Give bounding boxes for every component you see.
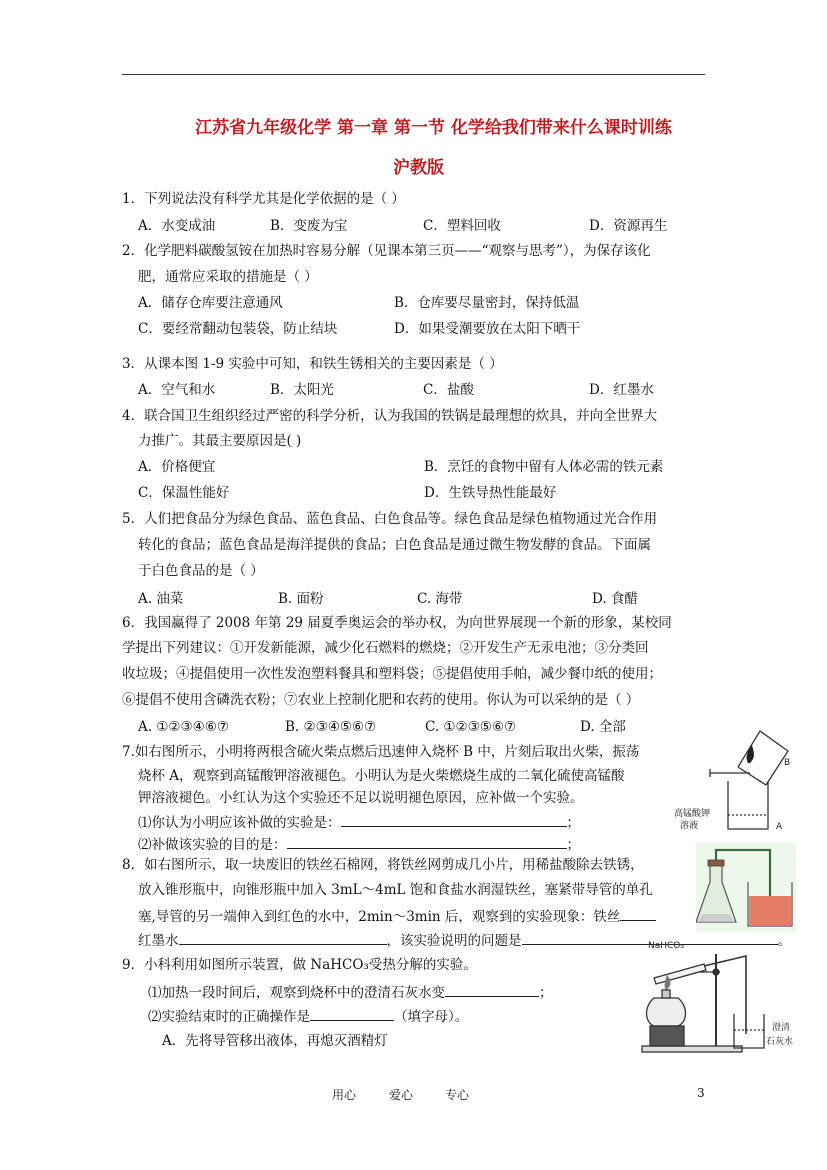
q7-sub2-label: ⑵补做该实验的目的是： [138, 837, 287, 853]
q6-stem-line2: 学提出下列建议：①开发新能源，减少化石燃料的燃烧；②开发生产无汞电池；③分类回 [122, 640, 649, 656]
q2-option-a: A．储存仓库要注意通风 [138, 295, 283, 311]
q3-option-c: C．盐酸 [423, 382, 474, 398]
q9-stem: 9．小科利用如图所示装置，做 NaHCO₃受热分解的实验。 [122, 957, 477, 973]
q6-stem-line4: ⑥提倡不使用含磷洗衣粉；⑦农业上控制化肥和农药的使用。你认为可以采纳的是（ ） [122, 692, 640, 708]
q2-option-d: D．如果受潮要放在太阳下晒干 [394, 321, 581, 337]
page-title: 江苏省九年级化学 第一章 第一节 化学给我们带来什么课时训练 [195, 118, 672, 138]
q7-stem-line1: 7.如右图所示，小明将两根含硫火柴点燃后迅速伸入烧杯 B 中，片刻后取出火柴，振荡 [122, 744, 640, 760]
q4-option-b: B．烹饪的食物中留有人体必需的铁元素 [424, 459, 664, 475]
q4-option-d: D．生铁导热性能最好 [424, 485, 557, 501]
q6-option-b: B. ②③④⑤⑥⑦ [285, 719, 377, 735]
q5-option-b: B. 面粉 [278, 591, 324, 607]
q7-fig-solution-line1: 高锰酸钾 [674, 809, 711, 819]
q9-sub1-answer-blank[interactable] [445, 982, 539, 997]
q8-stem-line1: 8．如右图所示，取一块废旧的铁丝石棉网，将铁丝网剪成几小片，用稀盐酸除去铁锈， [122, 857, 644, 873]
q1-stem: 1．下列说法没有科学尤其是化学依据的是（ ） [122, 191, 405, 207]
q7-stem-line3: 钾溶液褪色。小红认为这个实验还不足以说明褪色原因，应补做一个实验。 [138, 790, 584, 806]
q5-stem-line1: 5．人们把食品分为绿色食品、蓝色食品、白色食品等。绿色食品是绿色植物通过光合作用 [122, 511, 658, 527]
q7-stem-line2: 烧杯 A，观察到高锰酸钾溶液褪色。小明认为是火柴燃烧生成的二氧化硫使高锰酸 [138, 768, 625, 784]
q3-option-a: A．空气和水 [138, 382, 216, 398]
q9-sub2-answer-blank[interactable] [310, 1006, 394, 1021]
q9-sub1 [148, 982, 553, 1002]
q7-beaker-figure [700, 725, 800, 843]
q9-fig-label-lime-line1: 澄清 [772, 1023, 791, 1033]
q3-stem: 3．从课本图 1-9 实验中可知，和铁生锈相关的主要因素是（ ） [122, 356, 503, 372]
q9-sub1-end: ； [539, 985, 553, 1001]
q5-stem-line2: 转化的食品；蓝色食品是海洋提供的食品；白色食品是通过微生物发酵的食品。下面属 [138, 537, 651, 553]
q1-option-b: B．变废为宝 [270, 218, 348, 234]
page-subtitle: 沪教版 [393, 158, 444, 178]
q5-option-a: A. 油菜 [138, 591, 184, 607]
q8-stem-line3-text: 塞,导管的另一端伸入到红色的水中，2min～3min 后，观察到的实验现象：铁丝 [138, 909, 621, 925]
q8-end: 。 [777, 933, 791, 949]
page-number: 3 [697, 1086, 705, 1100]
q4-stem-line2: 力推广。其最主要原因是( ) [138, 433, 302, 449]
q9-fig-label-nahco3: NaHCO₃ [648, 941, 684, 951]
q9-option-a: A．先将导管移出液体，再熄灭酒精灯 [162, 1033, 388, 1049]
q7-sub2 [138, 834, 580, 854]
q3-option-b: B．太阳光 [270, 382, 334, 398]
q7-fig-label-b: B [784, 758, 791, 768]
q7-fig-label-a: A [776, 822, 783, 832]
q8-red-ink-blank[interactable] [179, 930, 387, 945]
footer-text-1: 用心 [332, 1088, 357, 1102]
q6-stem-line3: 收垃圾；④提倡使用一次性发泡塑料餐具和塑料袋；⑤提倡使用手帕，减少餐巾纸的使用； [122, 666, 662, 682]
q8-stem-line4-a: 红墨水 [138, 933, 179, 949]
q6-option-a: A. ①②③④⑥⑦ [138, 719, 229, 735]
q6-option-d: D. 全部 [580, 719, 626, 735]
q5-option-c: C. 海带 [417, 591, 463, 607]
red-ink-liquid [749, 896, 791, 925]
q7-fig-solution-line2: 溶液 [680, 821, 699, 831]
q7-sub2-answer-blank[interactable] [287, 834, 567, 849]
q9-sub2 [148, 1006, 468, 1026]
q7-fig-solution-label [674, 808, 710, 832]
q9-sub2-label: ⑵实验结束时的正确操作是 [148, 1009, 310, 1025]
q9-fig-label-lime-line2: 石灰水 [766, 1037, 794, 1047]
q2-stem-line2: 肥，通常应采取的措施是（ ） [138, 269, 318, 285]
q4-option-a: A．价格便宜 [138, 459, 216, 475]
q8-phenomenon-blank[interactable] [620, 906, 656, 921]
q7-sub1 [138, 812, 580, 832]
q7-sub2-end: ； [566, 837, 580, 853]
q8-stem-line2: 放入锥形瓶中，向锥形瓶中加入 3mL～4mL 饱和食盐水润湿铁丝，塞紧带导管的单孔 [138, 882, 653, 898]
q7-sub1-answer-blank[interactable] [341, 812, 567, 827]
q7-sub1-label: ⑴你认为小明应该补做的实验是： [138, 815, 341, 831]
q9-apparatus-figure [634, 934, 806, 1058]
footer-text-2: 爱心 [389, 1088, 414, 1102]
footer-text-3: 专心 [445, 1088, 470, 1102]
q1-option-c: C．塑料回收 [423, 218, 501, 234]
q1-option-d: D．资源再生 [589, 218, 668, 234]
q8-flask-figure [696, 842, 796, 932]
q5-option-d: D. 食醋 [592, 591, 638, 607]
q2-option-b: B．仓库要尽量密封，保持低温 [394, 295, 580, 311]
q2-option-c: C．要经常翻动包装袋，防止结块 [138, 321, 338, 337]
q6-stem-line1: 6．我国赢得了 2008 年第 29 届夏季奥运会的举办权，为向世界展现一个新的形象，某校同 [122, 615, 672, 631]
q3-option-d: D．红墨水 [589, 382, 654, 398]
q8-stem-line4-b: ，该实验说明的问题是 [386, 933, 522, 949]
q6-option-c: C. ①②③⑤⑥⑦ [425, 719, 517, 735]
q9-sub2-end: （填字母）。 [394, 1009, 469, 1025]
q2-stem-line1: 2．化学肥料碳酸氢铵在加热时容易分解（见课本第三页——“观察与思考”），为保存该化 [122, 243, 651, 259]
header-rule [122, 74, 705, 75]
q1-option-a: A．水变成油 [138, 218, 216, 234]
q8-stem-line3 [138, 906, 656, 926]
q9-sub1-label: ⑴加热一段时间后，观察到烧杯中的澄清石灰水变 [148, 985, 445, 1001]
q4-stem-line1: 4．联合国卫生组织经过严密的科学分析，认为我国的铁锅是最理想的炊具，并向全世界大 [122, 408, 658, 424]
q7-sub1-end: ； [566, 815, 580, 831]
q4-option-c: C．保温性能好 [138, 485, 230, 501]
q5-stem-line3: 于白色食品的是（ ） [138, 563, 264, 579]
